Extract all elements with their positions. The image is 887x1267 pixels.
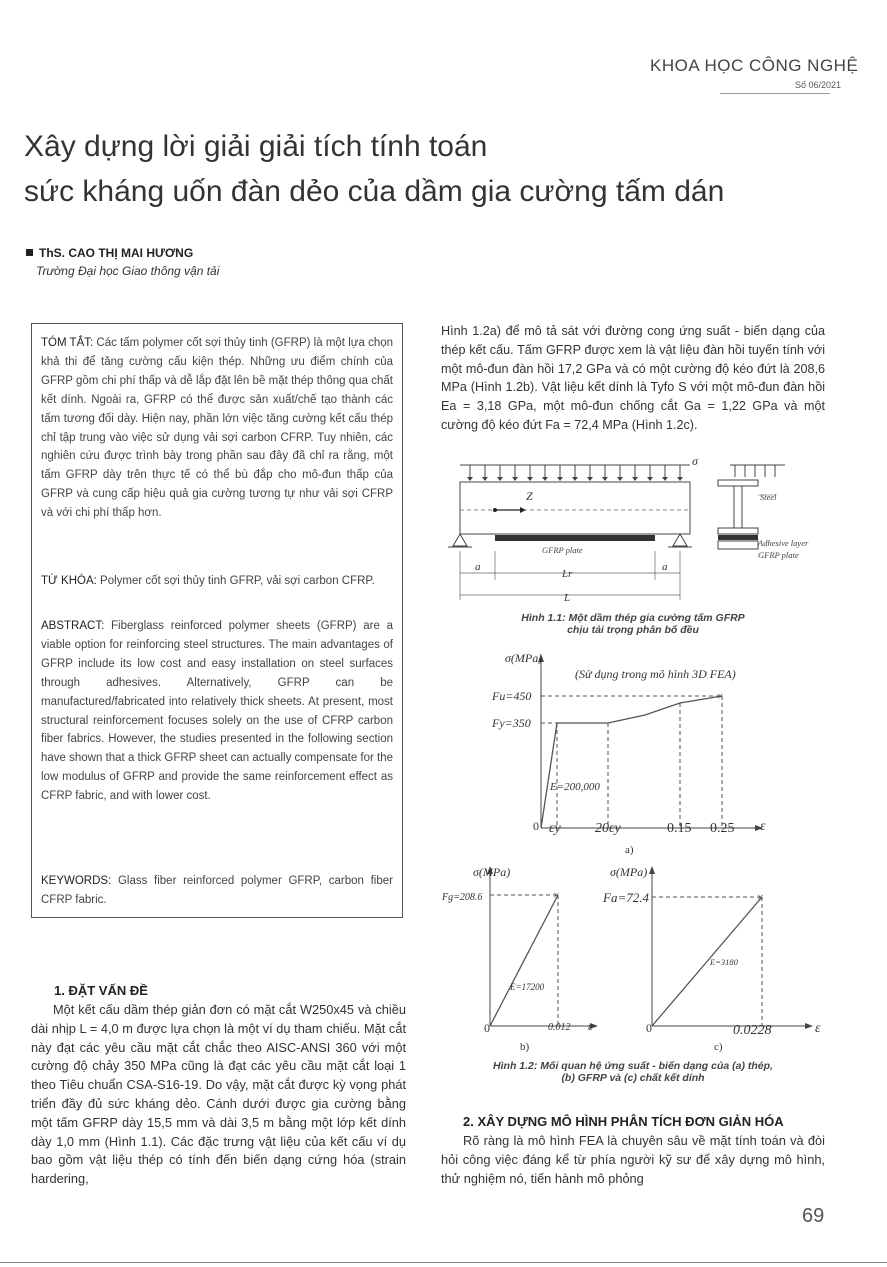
a-xlabel: ε [760,819,766,834]
keywords-vi [41,572,393,591]
fig12-caption-line2: (b) GFRP và (c) chất kết dính [561,1072,705,1084]
keywords-en-text: Glass fiber reinforced polymer GFRP, carbon fiber CFRP fabric. [41,875,393,906]
b-xlabel: ε [588,1019,593,1033]
col2-paragraph: Hình 1.2a) để mô tả sát với đường cong ứng suất - biến dạng của thép kết cấu. Tấm GFRP được xem là vật liệu đàn hồi tuyến tính với một mô-đun đàn hồi 17,2 GPa và có một cường độ kéo đứt là 208,6 MPa (Hình 1.2b). Vật liệu kết dính là Tyfo S với một mô-đun đàn hồi Ea = 3,18 GPa, một mô-đun chống cắt Ga = 1,22 GPa và một cường độ kéo đứt Fa = 72,4 MPa (Hình 1.2c). [441,324,825,432]
a-left-label: a [475,561,481,573]
keywords-en [41,872,393,910]
title-line-2: sức kháng uốn đàn dẻo của dầm gia cường tấm dán [24,175,725,208]
gfrp-plate-label: GFRP plate [542,545,583,555]
c-e: E=3180 [710,957,738,967]
abstract-vi [41,334,393,523]
header-divider [720,93,830,94]
stress-strain-steel-chart [465,648,795,860]
b-ylabel: σ(MPa) [473,865,511,879]
l-label: L [564,592,571,604]
steel-label: Steel [760,492,777,502]
c-x1: 0.0228 [733,1023,772,1038]
c-ylabel: σ(MPa) [610,865,648,879]
a-note: (Sử dụng trong mô hình 3D FEA) [575,667,736,681]
section-2-heading: 2. XÂY DỰNG MÔ HÌNH PHÂN TÍCH ĐƠN GIẢN HÓA [463,1114,784,1129]
section-1-text: Một kết cấu dầm thép giản đơn có mặt cắt W250x45 và chiều dài nhịp L = 4,0 m được lựa chọn là một ví dụ tham chiếu. Mặt cắt này đạt các yêu cầu mặt cắt chắc theo AISC-ANSI 360 với một cường độ chảy 350 MPa cũng là đạt các yêu cầu mặt cắt loại 1 theo Tiêu chuẩn CSA-S16-19. Do vậy, mặt cắt được kỳ vọng phát triển đầy đủ sức kháng dẻo. Cánh dưới được gia cường bằng một tấm GFRP dày 15,5 mm và dài 3,5 m bằng một lớp kết dính dày 1,0 mm (Hình 1.1). Các đặc trưng vật liệu của kết cấu ví dụ bao gồm vật liệu thép có tính đến biến dạng cứng hóa (strain hardering, [31,1002,406,1187]
author-affiliation: Trường Đại học Giao thông vận tải [36,264,220,278]
bullet-square-icon [26,249,33,256]
a-ylabel: σ(MPa) [505,651,543,665]
a-x3: 0.15 [667,821,692,836]
keywords-en-label: KEYWORDS: [41,875,112,887]
section-1-heading: 1. ĐẶT VẤN ĐỀ [54,983,148,998]
a-fy: Fy=350 [492,716,531,730]
a-x0: 0 [533,819,539,833]
article-title [24,124,844,214]
b-sub: b) [520,1041,530,1053]
a-e: E=200,000 [550,781,600,793]
author-name: ThS. CAO THỊ MAI HƯƠNG [39,246,194,260]
journal-category: KHOA HỌC CÔNG NGHỆ [650,56,859,75]
a-fu: Fu=450 [492,689,532,703]
c-x0: 0 [646,1021,652,1035]
fig11-caption-line2: chịu tải trọng phân bố đều [567,624,699,636]
b-fg: Fg=208.6 [442,892,483,903]
abstract-en-text: Fiberglass reinforced polymer sheets (GFRP) are a viable option for reinforcing steel structures. The main advantages of GFRP include its low cost and easy installation on steel surfaces through adhesives. Alternatively, GFRP can be manufactured/fabricated into relatively thick sheets. At present, most structural reinforcement focuses solely on the use of CFRP carbon fiber fabrics. However, the studies presented in the following section have shown that a thick GFRP sheet can actually compensate for the low modulus of GFRP and provide the same reinforcement effect as CFRP fabric, and with lower cost. [41,620,394,803]
title-line-1: Xây dựng lời giải giải tích tính toán [24,130,488,163]
svg-text:×: × [553,888,560,902]
abstract-en-label: ABSTRACT: [41,620,105,632]
adhesive-label: Adhesive layer [758,538,809,548]
stress-strain-adhesive-chart [600,860,840,1055]
c-sub: c) [714,1041,723,1053]
abstract-en [41,617,393,806]
a-right-label: a [662,561,668,573]
svg-text:×: × [717,689,724,703]
b-x1: 0.012 [548,1022,571,1033]
c-xlabel: ε [815,1021,821,1036]
abstract-vi-text: Các tấm polymer cốt sợi thủy tinh (GFRP) là một lựa chọn khả thi để tăng cường cấu kiện thép. Những ưu điểm chính của GFRP gồm chi phí thấp và dễ lắp đặt lên bề mặt thép thông qua chất kết dính. Ngoài ra, GFRP có thể được sản xuất/chế tạo thành các tấm tương đối dày. Hiện nay, phần lớn việc tăng cường kết cấu thép chỉ tập trung vào việc sử dụng vải sợi carbon CFRP. Tuy nhiên, các nghiên cứu được trình bày trong phần sau đây đã chỉ ra rằng, một tấm GFRP dày trên thực tế có thể bù đắp cho mô-đun thấp của GFRP và cung cấp hiệu quả gia cường tương tự như vải sợi CFRP và với chi phí thấp hơn. [41,337,394,520]
sigma-load-label: σ [692,455,698,468]
issue-number: Số 06/2021 [795,80,842,90]
author [26,246,193,260]
b-e: E=17200 [510,982,545,992]
c-fa: Fa=72.4 [603,890,649,905]
b-x0: 0 [484,1021,490,1035]
a-x1: εy [549,821,561,836]
beam-diagram-figure [440,455,840,613]
figure-1-2-caption [441,1060,825,1084]
gfrp-plate-label-2: GFRP plate [758,550,799,560]
lr-label: Lr [562,568,573,580]
fig11-caption-line1: Hình 1.1: Một dầm thép gia cường tấm GFRP [521,612,745,624]
fig12-caption-line1: Hình 1.2: Mối quan hệ ứng suất - biến dạng của (a) thép, [493,1060,773,1072]
abstract-vi-label: TÓM TẮT: [41,337,94,349]
a-x2: 20εy [595,821,621,836]
bottom-rule [0,1262,887,1263]
figure-1-1-caption [441,612,825,636]
stress-strain-gfrp-chart [440,860,620,1055]
keywords-vi-text: Polymer cốt sợi thủy tinh GFRP, vải sợi carbon CFRP. [96,575,375,587]
a-x4: 0.25 [710,821,735,836]
keywords-vi-label: TỪ KHÓA: [41,575,97,587]
svg-text:×: × [757,890,764,904]
a-sub: a) [625,844,634,856]
z-axis-label: Z [526,489,533,503]
page-number: 69 [802,1205,825,1227]
section-2-text: Rõ ràng là mô hình FEA là chuyên sâu về mặt tính toán và đòi hỏi công việc đáng kể từ phía người kỹ sư để xây dựng mô hình, thử nghiệm nó, tiến hành mô phỏng [441,1133,825,1186]
